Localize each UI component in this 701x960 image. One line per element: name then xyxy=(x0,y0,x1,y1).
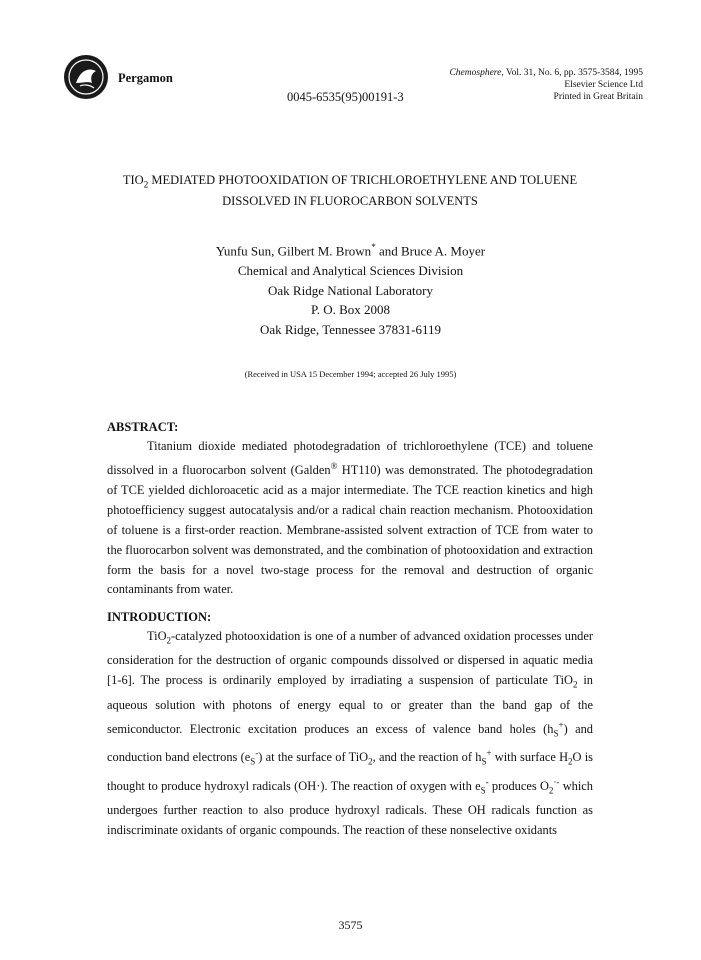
publisher-name: Pergamon xyxy=(118,71,173,85)
introduction-body xyxy=(107,627,593,841)
author-block xyxy=(0,238,701,340)
journal-volume: Vol. 31, No. 6, pp. 3575-3584, 1995 xyxy=(503,68,643,78)
received-dates: (Received in USA 15 December 1994; accepted 26 July 1995) xyxy=(244,369,457,379)
journal-info xyxy=(449,67,643,103)
abstract-body xyxy=(107,437,593,600)
paper-title xyxy=(100,172,600,209)
publisher-logo-icon xyxy=(62,53,110,101)
introduction-heading: INTRODUCTION: xyxy=(107,610,212,624)
affiliation-city: Oak Ridge, Tennessee 37831-6119 xyxy=(259,322,442,338)
affiliation-division: Chemical and Analytical Sciences Division xyxy=(237,263,464,279)
printed-line: Printed in Great Britain xyxy=(553,92,643,102)
introduction-paragraph: TiO$_2$-catalyzed photooxidation is one of a number of advanced oxidation processes under consideration for the destruction of organic compounds dissolved or dispersed in aquatic media [1-6]. The process is ordinarily employed by irradiating a suspension of particulate TiO$_2$ in aqueous solution with photons of energy equal to or greater than the band gap of the semiconductor. Electronic excitation produces an excess of valence band holes $(h_S^+)$ and conduction band electrons $(e_S^-)$ at the surface of TiO$_2$, and the reaction of $h_S^+$ with surface $H_2O$ is thought to produce hydroxyl radicals (OH·). The reaction of oxygen with $e_S^-$ produces $O_2^{\cdot-}$ which undergoes further reaction to also produce hydroxyl radicals. These OH radicals function as indiscriminate oxidants of organic compounds. The reaction of these nonselective oxidants xyxy=(107,629,593,837)
page-number: 3575 xyxy=(338,918,363,932)
copyright-line: Elsevier Science Ltd xyxy=(564,80,643,90)
title-line-2: DISSOLVED IN FLUOROCARBON SOLVENTS xyxy=(222,193,478,208)
abstract-heading: ABSTRACT: xyxy=(107,420,179,434)
affiliation-lab: Oak Ridge National Laboratory xyxy=(268,282,433,298)
author-names: Yunfu Sun, Gilbert M. Brown* and Bruce A. Moyer xyxy=(215,242,486,259)
journal-citation xyxy=(449,67,643,79)
affiliation-pobox: P. O. Box 2008 xyxy=(310,302,391,318)
journal-name: Chemosphere, xyxy=(449,68,504,78)
title-line-1: $TIO_2$ MEDIATED PHOTOOXIDATION OF TRICHLOROETHYLENE AND TOLUENE xyxy=(122,173,578,190)
abstract-paragraph: Titanium dioxide mediated photodegradation of trichloroethylene (TCE) and toluene dissolved in a fluorocarbon solvent (Galden® HT110) was demonstrated. The photodegradation of TCE yielded dichloroacetic acid as a major intermediate. The TCE reaction kinetics and high photoefficiency suggest autocatalysis and/or a radical chain reaction mechanism. Photooxidation of toluene is a first-order reaction. Membrane-assisted solvent extraction of TCE from water to the fluorocarbon solvent was demonstrated, and the combination of photooxidation and extraction form the basis for a novel two-stage process for the removal and destruction of organic contaminants from water. xyxy=(107,439,593,597)
doi: 0045-6535(95)00191-3 xyxy=(287,90,404,104)
